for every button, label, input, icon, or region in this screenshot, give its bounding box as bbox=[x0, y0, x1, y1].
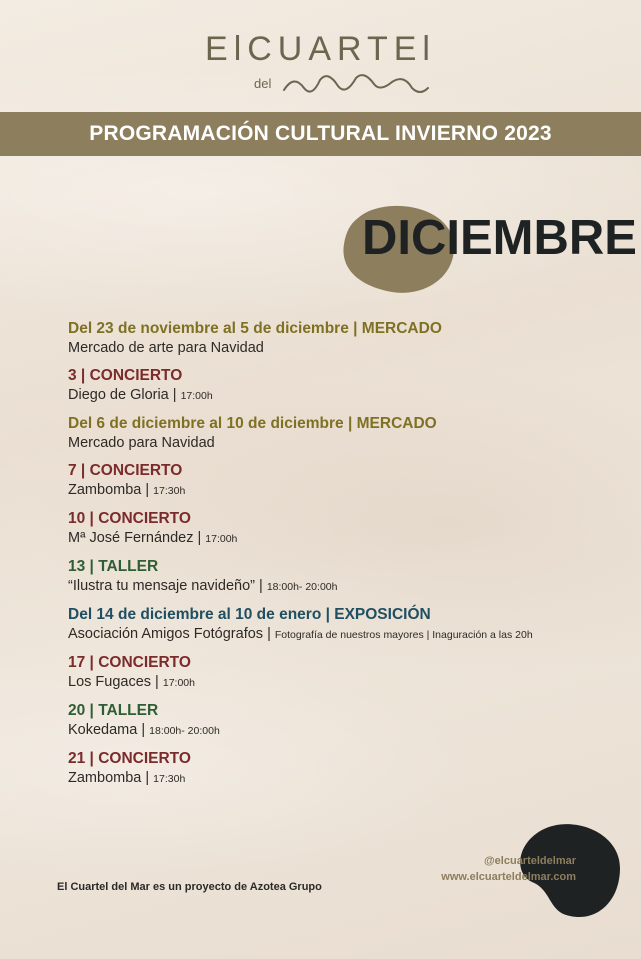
month-title: DICIEMBRE bbox=[362, 211, 637, 265]
event-title: Zambomba | bbox=[68, 770, 154, 786]
event-time: 17:00h bbox=[180, 390, 213, 402]
event-item bbox=[68, 749, 628, 789]
event-title: Zambomba | bbox=[68, 482, 154, 498]
social-handle[interactable]: @elcuarteldelmar bbox=[483, 855, 576, 867]
program-banner: PROGRAMACIÓN CULTURAL INVIERNO 2023 bbox=[0, 112, 641, 156]
event-item bbox=[68, 366, 628, 406]
event-heading: 13 | TALLER bbox=[68, 558, 159, 575]
event-heading: 21 | CONCIERTO bbox=[68, 750, 191, 767]
event-time: 18:00h- 20:00h bbox=[149, 725, 220, 737]
event-item bbox=[68, 653, 628, 693]
logo bbox=[0, 22, 641, 102]
event-heading: 20 | TALLER bbox=[68, 702, 159, 719]
event-title: Asociación Amigos Fotógrafos | bbox=[68, 626, 275, 642]
event-description bbox=[68, 481, 628, 501]
event-time: 17:30h bbox=[153, 773, 186, 785]
event-item bbox=[68, 605, 628, 645]
project-credit: El Cuartel del Mar es un proyecto de Azotea Grupo bbox=[57, 881, 322, 893]
event-item bbox=[68, 557, 628, 597]
event-description bbox=[68, 625, 628, 645]
event-title: Diego de Gloria | bbox=[68, 387, 181, 403]
logo-wave-icon bbox=[280, 68, 430, 98]
event-title: Mercado para Navidad bbox=[68, 435, 215, 451]
event-description bbox=[68, 386, 628, 406]
event-time: Fotografía de nuestros mayores | Inaguración a las 20h bbox=[274, 629, 533, 641]
event-heading: Del 23 de noviembre al 5 de diciembre | MERCADO bbox=[68, 320, 442, 337]
event-heading: 17 | CONCIERTO bbox=[68, 654, 191, 671]
event-item bbox=[68, 461, 628, 501]
event-item bbox=[68, 701, 628, 741]
event-description bbox=[68, 673, 628, 693]
contact-info bbox=[436, 853, 576, 885]
event-title: Mª José Fernández | bbox=[68, 530, 206, 546]
event-description bbox=[68, 577, 628, 597]
event-title: “Ilustra tu mensaje navideño” | bbox=[68, 578, 267, 594]
event-item bbox=[68, 319, 628, 358]
event-heading: 10 | CONCIERTO bbox=[68, 510, 191, 527]
event-time: 18:00h- 20:00h bbox=[266, 581, 338, 593]
event-heading: Del 14 de diciembre al 10 de enero | EXPOSICIÓN bbox=[68, 606, 431, 623]
event-title: Kokedama | bbox=[68, 722, 150, 738]
event-time: 17:30h bbox=[153, 485, 186, 497]
event-heading: Del 6 de diciembre al 10 de diciembre | MERCADO bbox=[68, 415, 437, 432]
event-description bbox=[68, 339, 628, 358]
event-title: Los Fugaces | bbox=[68, 674, 163, 690]
event-title: Mercado de arte para Navidad bbox=[68, 340, 264, 356]
event-description bbox=[68, 769, 628, 789]
event-description bbox=[68, 434, 628, 453]
event-item bbox=[68, 509, 628, 549]
logo-del: del bbox=[254, 76, 272, 91]
event-heading: 7 | CONCIERTO bbox=[68, 462, 183, 479]
event-time: 17:00h bbox=[162, 677, 195, 689]
event-description bbox=[68, 721, 628, 741]
website-link[interactable]: www.elcuarteldelmar.com bbox=[441, 871, 576, 883]
event-heading: 3 | CONCIERTO bbox=[68, 367, 183, 384]
event-description bbox=[68, 529, 628, 549]
logo-title: ElCUARTEl bbox=[205, 30, 436, 68]
event-time: 17:00h bbox=[205, 533, 238, 545]
event-item bbox=[68, 414, 628, 453]
event-list bbox=[68, 319, 628, 797]
